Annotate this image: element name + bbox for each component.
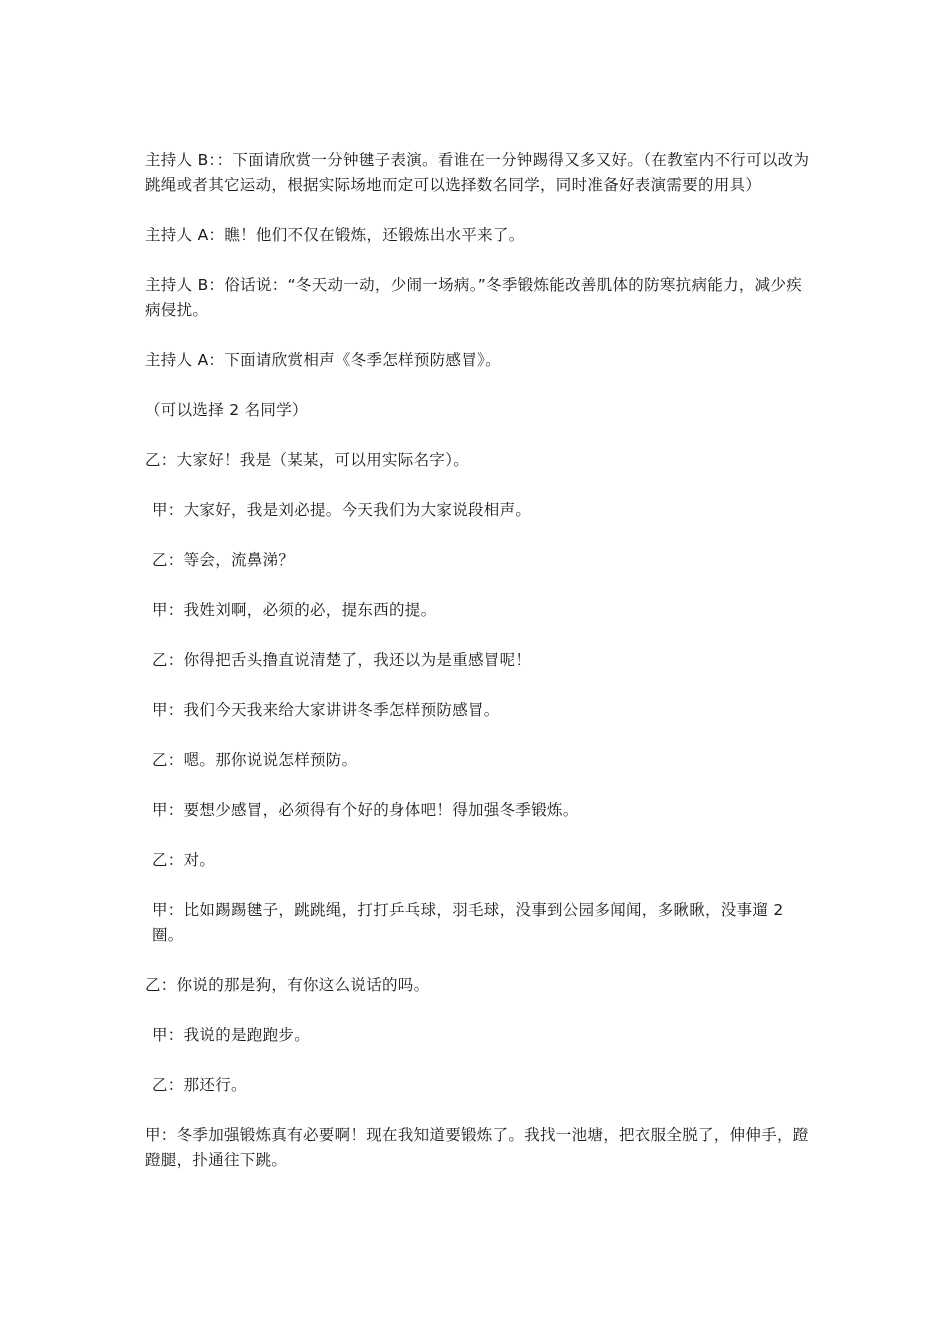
paragraph: 乙：你说的那是狗，有你这么说话的吗。 <box>145 976 430 994</box>
paragraph: 主持人 B：：下面请欣赏一分钟毽子表演。看谁在一分钟踢得又多又好。（在教室内不行可以改为跳绳或者其它运动，根据实际场地而定可以选择数名同学，同时准备好表演需要的用具） <box>145 151 810 194</box>
paragraph: 乙：对。 <box>152 851 216 869</box>
paragraph: 主持人 A：下面请欣赏相声《冬季怎样预防感冒》。 <box>145 351 501 369</box>
paragraph: 乙：等会，流鼻涕？ <box>152 551 295 569</box>
paragraph: 甲：我们今天我来给大家讲讲冬季怎样预防感冒。 <box>152 701 500 719</box>
paragraph: 主持人 A：瞧！他们不仅在锻炼，还锻炼出水平来了。 <box>145 226 525 244</box>
paragraph: 甲：我说的是跑跑步。 <box>152 1026 311 1044</box>
paragraph: 乙：大家好！我是（某某，可以用实际名字）。 <box>145 451 470 469</box>
paragraph: 主持人 B：俗话说：“冬天动一动，少闹一场病。”冬季锻炼能改善肌体的防寒抗病能力，减少疾病侵扰。 <box>145 276 803 319</box>
paragraph: 乙：你得把舌头撸直说清楚了，我还以为是重感冒呢！ <box>152 651 532 669</box>
paragraph: 乙：那还行。 <box>152 1076 247 1094</box>
document-body <box>145 148 813 1198</box>
paragraph: 甲：我姓刘啊，必须的必，提东西的提。 <box>152 601 437 619</box>
paragraph: 甲：冬季加强锻炼真有必要啊！现在我知道要锻炼了。我找一池塘，把衣服全脱了，伸伸手，蹬蹬腿，扑通往下跳。 <box>145 1126 809 1169</box>
paragraph: （可以选择 2 名同学） <box>145 401 308 419</box>
paragraph: 甲：大家好，我是刘必提。今天我们为大家说段相声。 <box>152 501 532 519</box>
paragraph: 乙：嗯。那你说说怎样预防。 <box>152 751 358 769</box>
paragraph: 甲：要想少感冒，必须得有个好的身体吧！得加强冬季锻炼。 <box>152 801 579 819</box>
paragraph: 甲：比如踢踢毽子，跳跳绳，打打乒乓球，羽毛球，没事到公园多闻闻，多瞅瞅，没事遛 2 圈。 <box>152 901 784 944</box>
